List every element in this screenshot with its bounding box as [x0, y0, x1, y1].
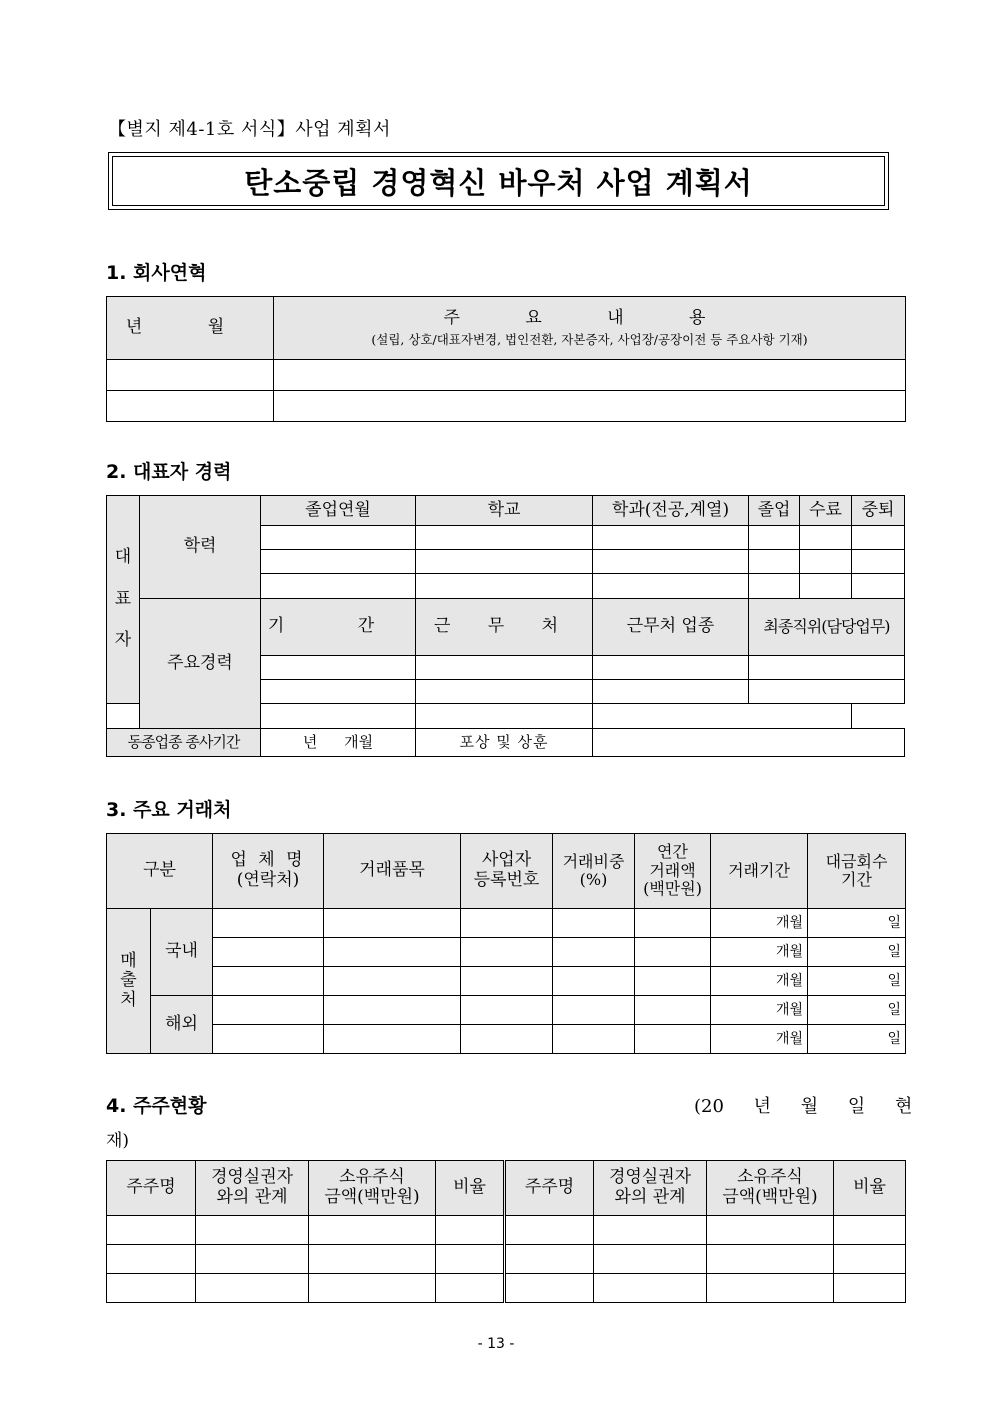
same-industry-value[interactable]: 년 개월 [261, 729, 416, 757]
as-of-date: (20 년 월 일 현 [694, 1096, 913, 1117]
edu-cell[interactable] [261, 526, 416, 550]
sh-cell[interactable] [505, 1216, 594, 1245]
edu-header-graduation-date: 졸업연월 [261, 496, 416, 526]
edu-check-cell[interactable] [749, 550, 800, 574]
edu-check-cell[interactable] [852, 526, 905, 550]
shareholder-table [106, 1160, 906, 1303]
career-cell[interactable] [593, 680, 749, 704]
client-cell[interactable] [635, 938, 711, 967]
section-1-heading: 1. 회사연혁 [106, 262, 207, 284]
sh-cell[interactable] [436, 1245, 505, 1274]
sh-cell[interactable] [107, 1216, 196, 1245]
client-cell[interactable] [213, 1025, 324, 1054]
collection-unit[interactable]: 일 [808, 967, 906, 996]
ceo-side-label: 대 표 자 [107, 496, 140, 704]
form-label: 【별지 제4-1호 서식】사업 계획서 [108, 119, 391, 140]
sh-header-relation: 경영실권자 와의 관계 [196, 1161, 309, 1216]
client-cell[interactable] [553, 1025, 635, 1054]
sh-header-name: 주주명 [505, 1161, 594, 1216]
edu-cell[interactable] [593, 550, 749, 574]
career-cell[interactable] [749, 680, 905, 704]
col-main-title: 주 요 내 용 [443, 308, 736, 329]
sh-cell[interactable] [707, 1274, 834, 1303]
sh-cell[interactable] [505, 1274, 594, 1303]
client-cell[interactable] [324, 938, 461, 967]
career-cell[interactable] [416, 656, 593, 680]
client-cell[interactable] [461, 996, 553, 1025]
sh-cell[interactable] [436, 1216, 505, 1245]
client-cell[interactable] [553, 938, 635, 967]
main-clients-table [106, 833, 906, 1054]
sh-header-amount: 소유주식 금액(백만원) [309, 1161, 436, 1216]
client-cell[interactable] [635, 996, 711, 1025]
edu-cell[interactable] [261, 574, 416, 599]
career-header-workplace: 근 무 처 [416, 599, 593, 656]
edu-cell[interactable] [416, 550, 593, 574]
col-main-subtitle: (설립, 상호/대표자변경, 법인전환, 자본증자, 사업장/공장이전 등 주요사항 기재) [371, 331, 808, 347]
page-number: - 13 - [477, 1336, 515, 1352]
collection-unit[interactable]: 일 [808, 996, 906, 1025]
section-2-heading: 2. 대표자 경력 [106, 461, 232, 483]
client-cell[interactable] [553, 996, 635, 1025]
sh-cell[interactable] [196, 1274, 309, 1303]
overseas-label: 해외 [151, 996, 213, 1054]
career-label: 주요경력 [140, 599, 261, 729]
history-content-cell[interactable] [274, 360, 906, 391]
period-unit[interactable]: 개월 [711, 938, 808, 967]
career-header-industry: 근무처 업종 [593, 599, 749, 656]
edu-cell[interactable] [416, 574, 593, 599]
period-unit[interactable]: 개월 [711, 996, 808, 1025]
edu-header-completed: 수료 [800, 496, 852, 526]
edu-check-cell[interactable] [749, 526, 800, 550]
section-4-heading: 4. 주주현황 [106, 1095, 207, 1117]
client-header-company: 업 체 명 (연락처) [213, 834, 324, 909]
client-header-item: 거래품목 [324, 834, 461, 909]
career-cell[interactable] [261, 680, 416, 704]
title-box [108, 152, 889, 210]
sh-cell[interactable] [309, 1216, 436, 1245]
collection-unit[interactable]: 일 [808, 1025, 906, 1054]
client-cell[interactable] [324, 996, 461, 1025]
edu-cell[interactable] [593, 574, 749, 599]
client-cell[interactable] [461, 967, 553, 996]
collection-unit[interactable]: 일 [808, 938, 906, 967]
client-cell[interactable] [635, 967, 711, 996]
company-history-table [106, 296, 906, 422]
client-cell[interactable] [461, 909, 553, 938]
period-unit[interactable]: 개월 [711, 967, 808, 996]
sh-cell[interactable] [707, 1216, 834, 1245]
section-3-heading: 3. 주요 거래처 [106, 799, 232, 821]
career-cell[interactable] [749, 656, 905, 680]
client-cell[interactable] [635, 909, 711, 938]
client-cell[interactable] [213, 938, 324, 967]
edu-check-cell[interactable] [852, 574, 905, 599]
col-date-header: 년 월 [107, 297, 274, 360]
edu-header-school: 학교 [416, 496, 593, 526]
client-cell[interactable] [461, 938, 553, 967]
career-cell[interactable] [107, 704, 140, 729]
career-header-position: 최종직위(담당업무) [749, 599, 905, 656]
client-cell[interactable] [213, 996, 324, 1025]
edu-check-cell[interactable] [800, 526, 852, 550]
client-cell[interactable] [324, 909, 461, 938]
history-date-cell[interactable] [107, 360, 274, 391]
edu-check-cell[interactable] [749, 574, 800, 599]
client-cell[interactable] [461, 1025, 553, 1054]
edu-header-graduated: 졸업 [749, 496, 800, 526]
sh-header-ratio: 비율 [834, 1161, 906, 1216]
client-header-collection: 대금회수 기간 [808, 834, 906, 909]
sh-cell[interactable] [196, 1216, 309, 1245]
edu-check-cell[interactable] [852, 550, 905, 574]
career-cell[interactable] [261, 656, 416, 680]
edu-cell[interactable] [261, 550, 416, 574]
client-cell[interactable] [553, 909, 635, 938]
sh-header-relation: 경영실권자 와의 관계 [594, 1161, 707, 1216]
client-cell[interactable] [553, 967, 635, 996]
sh-header-amount: 소유주식 금액(백만원) [707, 1161, 834, 1216]
edu-check-cell[interactable] [800, 574, 852, 599]
client-cell[interactable] [213, 909, 324, 938]
sh-cell[interactable] [107, 1245, 196, 1274]
sh-cell[interactable] [309, 1245, 436, 1274]
client-cell[interactable] [324, 1025, 461, 1054]
client-header-amount: 연간 거래액 (백만원) [635, 834, 711, 909]
history-content-cell[interactable] [274, 391, 906, 422]
sh-header-name: 주주명 [107, 1161, 196, 1216]
client-header-category: 구분 [107, 834, 213, 909]
edu-check-cell[interactable] [800, 550, 852, 574]
sh-cell[interactable] [107, 1274, 196, 1303]
history-date-cell[interactable] [107, 391, 274, 422]
career-header-period: 기 간 [261, 599, 416, 656]
edu-header-dropout: 중퇴 [852, 496, 905, 526]
sales-side-label: 매 출 처 [107, 909, 151, 1054]
client-cell[interactable] [635, 1025, 711, 1054]
sh-cell[interactable] [834, 1245, 906, 1274]
as-of-date-wrap: 재) [106, 1131, 130, 1151]
sh-cell[interactable] [594, 1245, 707, 1274]
career-cell[interactable] [593, 656, 749, 680]
domestic-label: 국내 [151, 909, 213, 996]
client-header-period: 거래기간 [711, 834, 808, 909]
sh-cell[interactable] [834, 1274, 906, 1303]
sh-cell[interactable] [707, 1245, 834, 1274]
sh-cell[interactable] [196, 1245, 309, 1274]
sh-cell[interactable] [594, 1216, 707, 1245]
period-unit[interactable]: 개월 [711, 909, 808, 938]
education-label: 학력 [140, 496, 261, 599]
collection-unit[interactable]: 일 [808, 909, 906, 938]
col-main-header [274, 297, 906, 360]
sh-cell[interactable] [834, 1216, 906, 1245]
client-header-bizno: 사업자 등록번호 [461, 834, 553, 909]
award-label: 포상 및 상훈 [416, 729, 593, 757]
edu-cell[interactable] [416, 526, 593, 550]
client-cell[interactable] [324, 967, 461, 996]
same-industry-label: 동종업종 종사기간 [107, 729, 261, 757]
client-header-share: 거래비중 (%) [553, 834, 635, 909]
sh-cell[interactable] [309, 1274, 436, 1303]
career-cell[interactable] [593, 704, 852, 729]
career-cell[interactable] [416, 704, 593, 729]
sh-cell[interactable] [436, 1274, 505, 1303]
ceo-career-table [106, 495, 905, 757]
sh-cell[interactable] [505, 1245, 594, 1274]
career-cell[interactable] [261, 704, 416, 729]
career-cell[interactable] [416, 680, 593, 704]
award-cell[interactable] [593, 729, 905, 757]
edu-header-major: 학과(전공,계열) [593, 496, 749, 526]
client-cell[interactable] [213, 967, 324, 996]
edu-cell[interactable] [593, 526, 749, 550]
sh-header-ratio: 비율 [436, 1161, 505, 1216]
sh-cell[interactable] [594, 1274, 707, 1303]
page-title: 탄소중립 경영혁신 바우처 사업 계획서 [112, 156, 885, 206]
period-unit[interactable]: 개월 [711, 1025, 808, 1054]
